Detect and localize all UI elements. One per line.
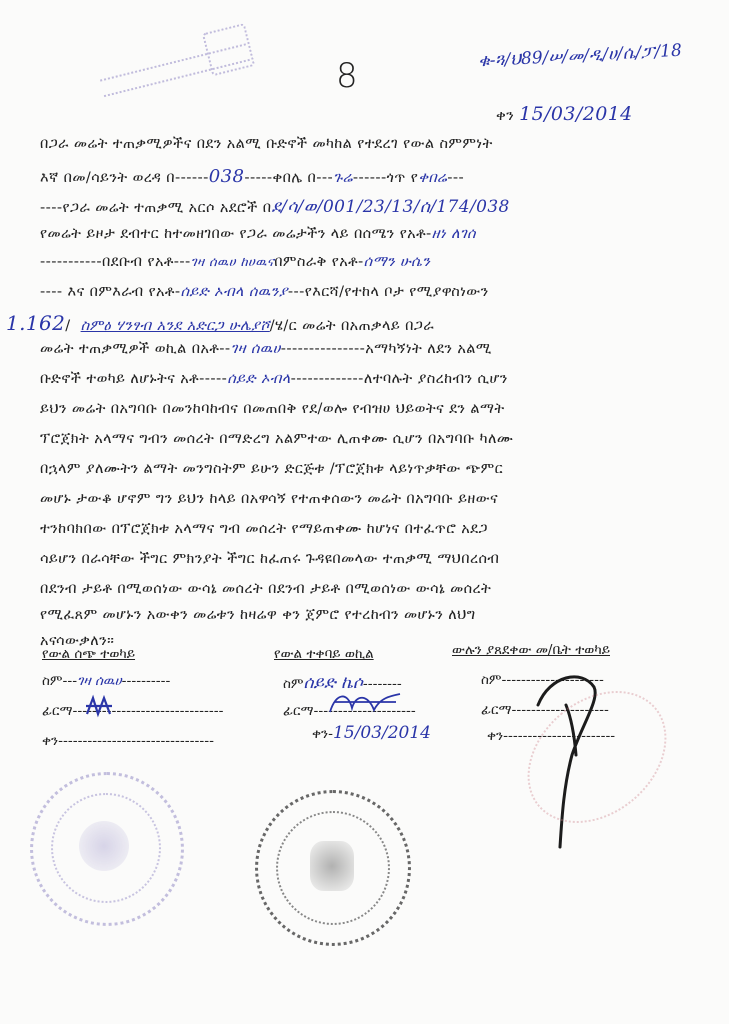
giver-signature-mark [84,694,114,720]
date-label: ቀን 15/03/2014 [496,103,633,125]
body-line-11: ፕሮጀክት አላማና ግብን መሰረት በማድረግ አልምተው ሊጠቀሙ ሲሆን በአግባቡ ካለሙ [40,431,514,447]
body-line-4: የመሬት ይዞታ ደብተር ከተመዘገበው የጋራ መሬታችን ላይ በሰሜን የአቶ-ዘነ ለገሰ [40,226,476,242]
receiver-date-row: ቀን-15/03/2014 [312,723,431,743]
body-line-2: እኛ በመ/ሳይንት ወረዳ በ------038-----ቀበሌ በ---ጉሬ------ጎጥ የቀበሬ--- [40,166,465,187]
receiver-signature-row: ፊርማ--------------------- [283,703,416,719]
page-number: 8 [336,56,358,96]
body-line-5: -----------በደቡብ የአቶ---ገዛ ሰዉሀ ከሀዉናበምስራቅ የአቶ-ሰማን ሁሴን [40,254,431,270]
body-line-7: 1.162/ ስምዕ ሃንፃብ አንደ አድርጋ ሁሌያሾ/ሄ/ር መሬት በአጠቃላይ በጋራ [6,311,435,335]
left-round-stamp [30,772,184,926]
body-line-16: በደንብ ታይቶ በሚወሰነው ውሳኔ መሰረት በደንብ ታይቶ በሚወሰነው ውሳኔ መሰረት [40,581,492,597]
receiver-name-row: ስምሰይድ ኬሶ-------- [283,673,402,693]
body-line-9: ቡድኖች ተወካይ ለሆኑትና አቶ-----ሰይድ ኦብላ-------------ለተባሉት ያስረከብን ሲሆን [40,371,508,387]
receiver-signature-mark [326,688,406,718]
body-line-12: በኋላም ያለሙትን ልማት መንግስትም ይሁን ድርጅቱ /ፕሮጀክቱ ላይነጥቃቸው ጭምር [40,461,504,477]
giver-signature-row: ፊርማ------------------------------- [42,703,224,719]
body-line-14: ተንከባክበው በፕሮጀክቱ አላማና ግብ መሰረት የማይጠቀሙ ከሆነና በተፈጥሮ አደጋ [40,521,488,537]
witness-signature-row: ፊርማ-------------------- [481,702,609,718]
top-left-stamp [95,22,265,119]
receiver-name-value: ሰይድ ኬሶ [303,673,363,693]
body-line-15: ሳይሆን በራሳቸው ችግር ምክንያት ችግር ከፈጠሩ ጉዳዩበመላው ተጠቃሚ ማህበረሰብ [40,551,500,567]
reference-number: ቁ-ጓ/ህ89/ሠ/መ/ዲ/ሀ/ሴ/ፓ/18 [477,40,683,72]
receiver-date-value: 15/03/2014 [333,723,431,743]
receiver-heading: የውል ተቀባይ ወኪል [274,646,374,662]
giver-name-row: ስም---ገዛ ሰዉሀ---------- [42,673,171,689]
giver-name-value: ገዛ ሰዉሀ [77,673,122,689]
witness-name-row: ስም--------------------- [481,672,604,688]
giver-heading: የውል ሰጭ ተወካይ [42,646,136,662]
witness-heading: ውሉን ያጸደቀው መ/ቤት ተወካይ [452,642,610,658]
body-line-8: መሬት ተጠቃሚዎች ወኪል በአቶ--ገዛ ሰዉሀ---------------አማካኝነት ለደን አልሚ [40,341,492,357]
body-line-6: ---- እና በምእራብ የአቶ-ሰይድ ኦብላ ሰዉንያ---የእርሻ/የተከላ ቦታ የሚያዋስነውን [40,284,489,300]
body-line-18: አናሳውቃለን። [40,633,115,649]
body-line-17: የሚፈጸም መሆኑን አውቀን መሬቱን ከዛሬዋ ቀን ጀምሮ የተረከብን መሆኑን ለህግ [40,607,476,623]
document-title: በጋራ መሬት ተጠቃሚዎችና በደን አልሚ ቡድኖች መካከል የተደረገ የውል ስምምነት [40,136,493,152]
center-round-stamp [255,790,411,946]
giver-date-row: ቀን-------------------------------- [42,733,215,749]
body-line-3: ----የጋራ መሬት ተጠቃሚ አርሶ አደሮች በደ/ሳ/ወ/001/23/13/ሰ/174/038 [40,197,510,217]
body-line-10: ይህን መሬት በአግባቡ በመንከባከብና በመጠበቅ የደ/ወሎ የብዝሀ ህይወትና ደን ልማት [40,401,505,417]
witness-date-row: ቀን----------------------- [487,728,616,744]
date-value: 15/03/2014 [519,103,633,125]
body-line-13: መሆኑ ታውቆ ሆኖም ግን ይህን ከላይ በአዋሳኝ የተጠቀሰውን መሬት በአግባቡ ይዘውና [40,491,499,507]
